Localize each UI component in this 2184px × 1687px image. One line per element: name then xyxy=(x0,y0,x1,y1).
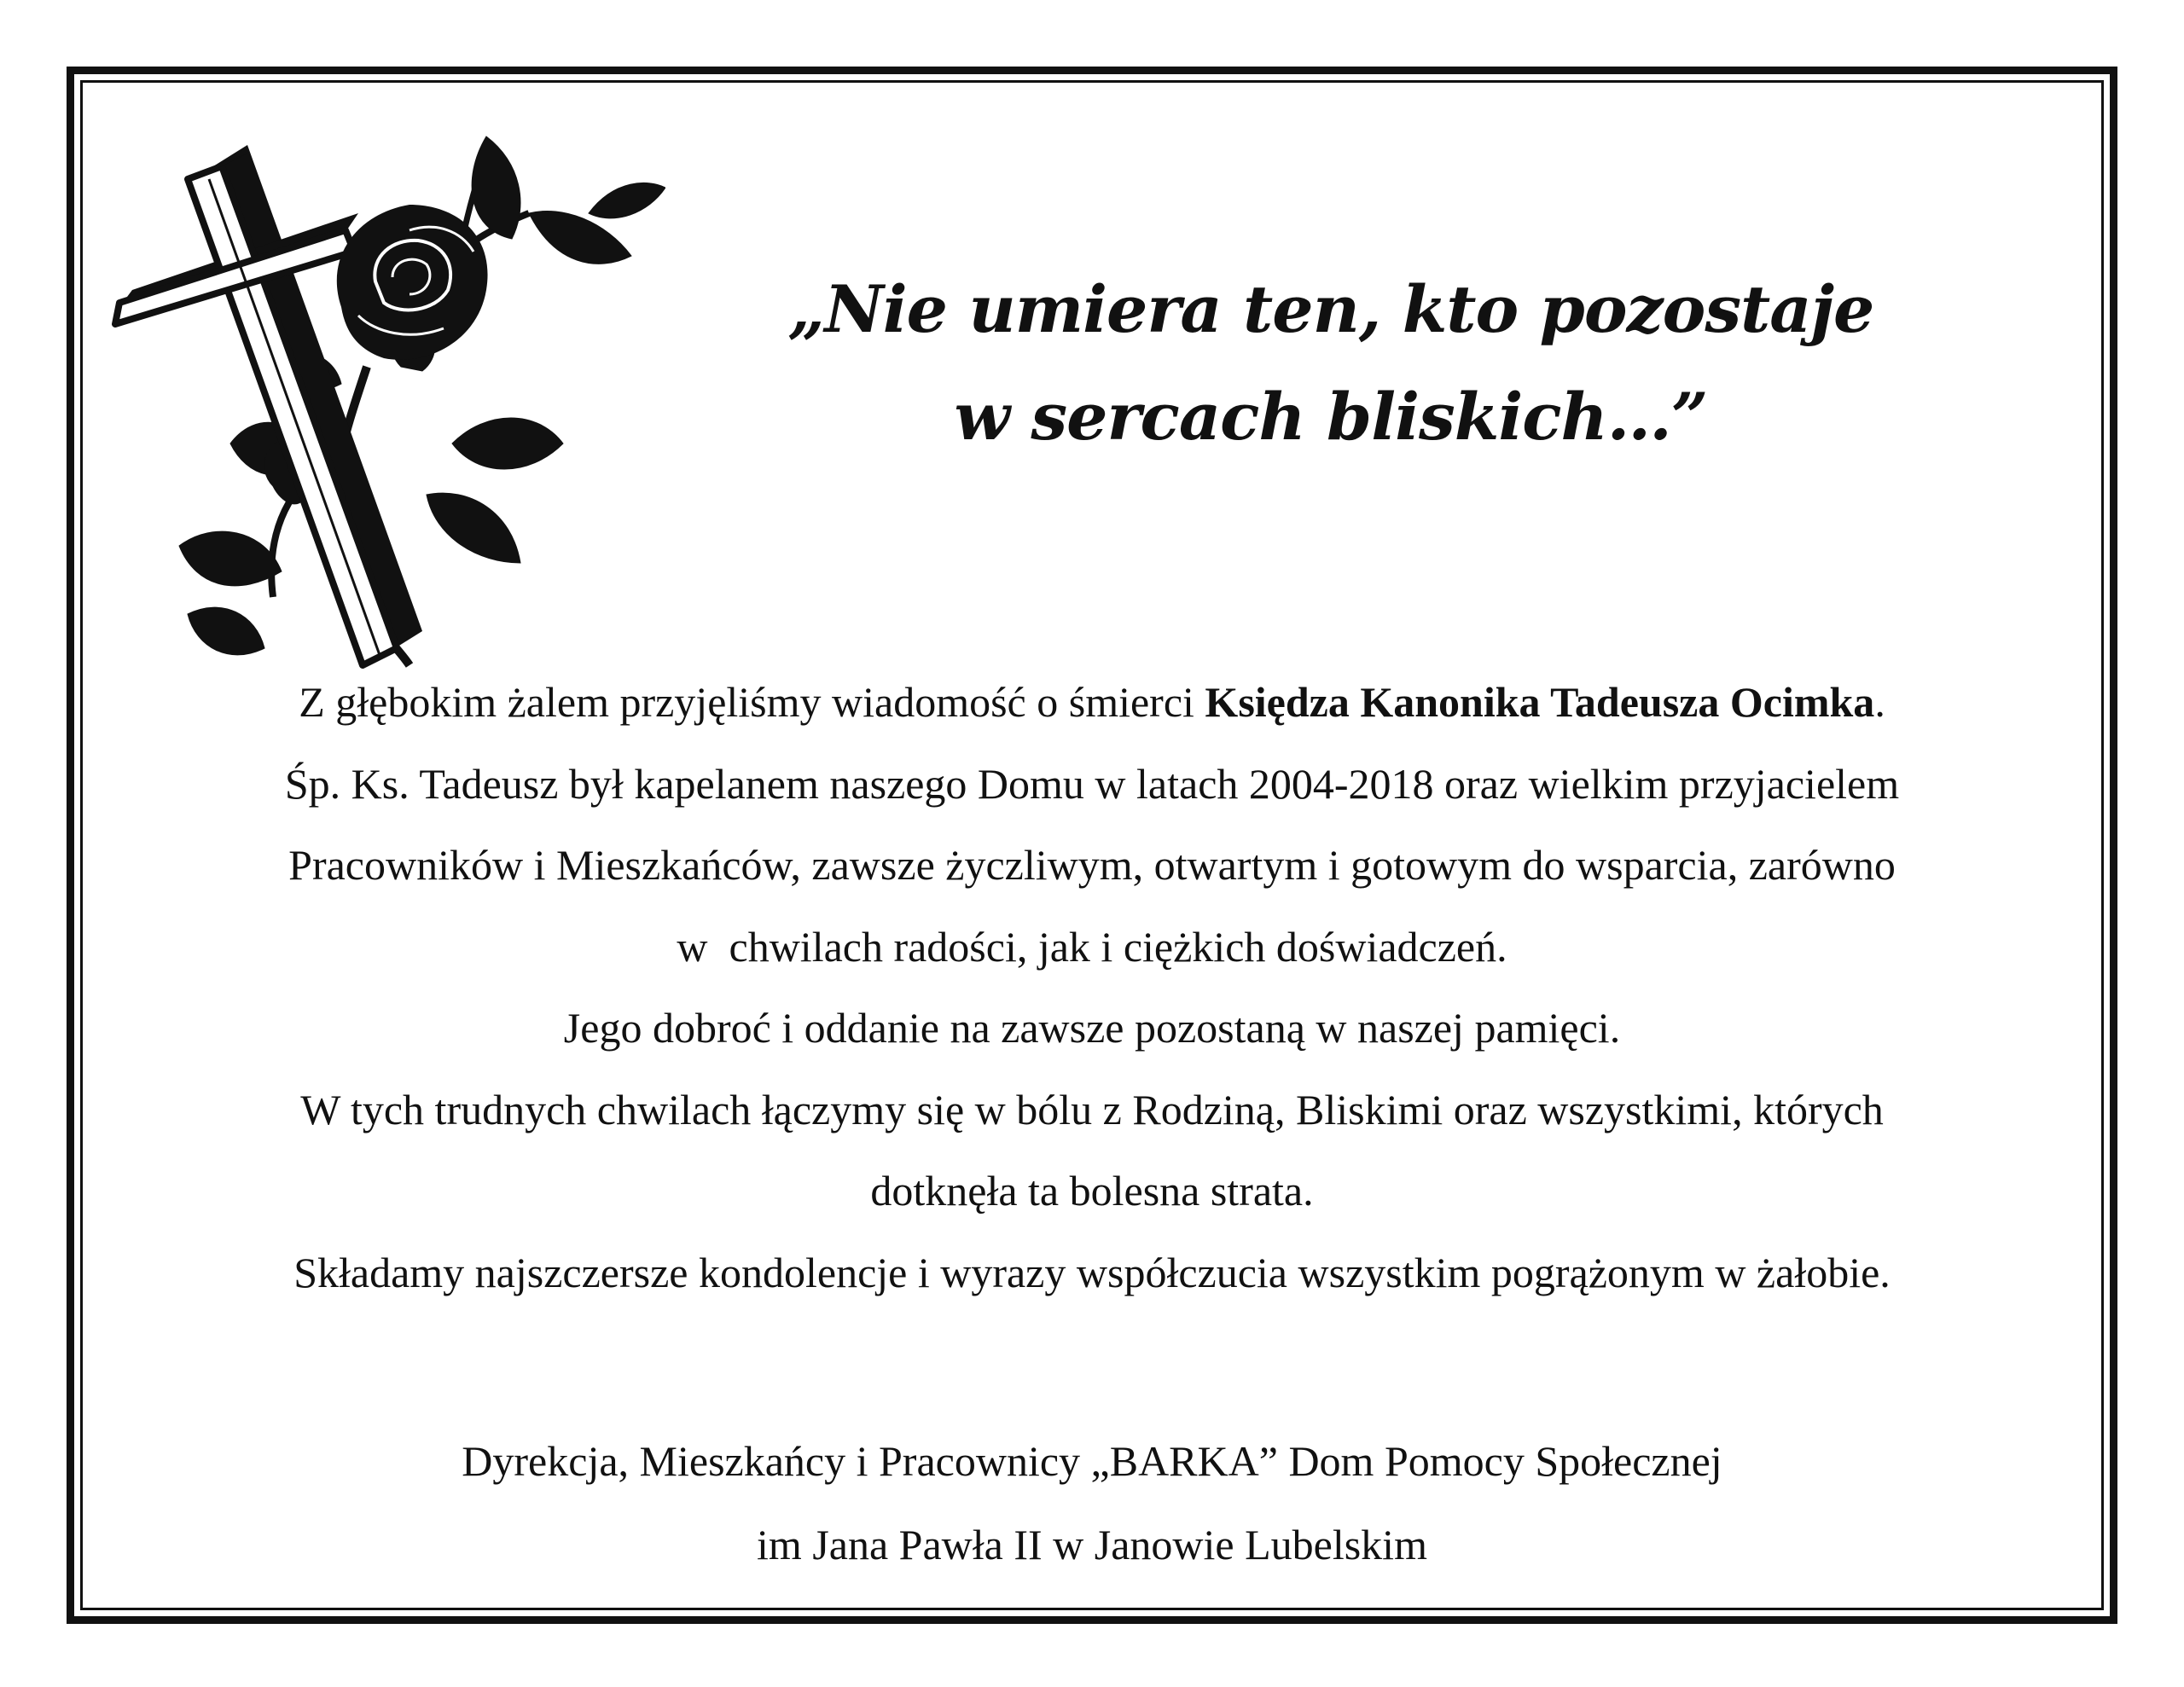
cross-rose-emblem xyxy=(85,85,665,674)
deceased-name: Księdza Kanonika Tadeusza Ocimka xyxy=(1205,678,1875,726)
announcement-line-2: Śp. Ks. Tadeusz był kapelanem naszego Domu w latach 2004-2018 oraz wielkim przyjacielem xyxy=(284,759,1900,808)
announcement-line-3: Pracowników i Mieszkańców, zawsze życzliwym, otwartym i gotowym do wsparcia, zarówno xyxy=(288,841,1896,889)
announcement-text xyxy=(111,662,2073,1313)
announcement-line-8: Składamy najszczersze kondolencje i wyrazy współczucia wszystkim pogrążonym w żałobie. xyxy=(293,1248,1891,1296)
announcement-line-4: w chwilach radości, jak i ciężkich doświadczeń. xyxy=(677,922,1507,971)
announcement-line-5: Jego dobroć i oddanie na zawsze pozostaną w naszej pamięci. xyxy=(563,1004,1621,1052)
announcement-line-7: dotknęła ta bolesna strata. xyxy=(870,1167,1314,1215)
signature-line-2: im Jana Pawła II w Janowie Lubelskim xyxy=(757,1521,1427,1568)
motto-line-2: w sercach bliskich…” xyxy=(954,379,1708,455)
motto-line-1: „Nie umiera ten, kto pozostaje xyxy=(787,271,1874,347)
announcement-line-6: W tych trudnych chwilach łączymy się w bólu z Rodziną, Bliskimi oraz wszystkimi, których xyxy=(300,1085,1884,1133)
announcement-line-1-suffix: . xyxy=(1874,678,1885,726)
signature-line-1: Dyrekcja, Mieszkańcy i Pracownicy „BARKA” Dom Pomocy Społecznej xyxy=(462,1437,1722,1485)
announcement-line-1-prefix: Z głębokim żalem przyjęliśmy wiadomość o śmierci xyxy=(299,678,1205,726)
motto-quote xyxy=(682,256,1979,471)
signature-block xyxy=(111,1419,2073,1586)
announcement-line-1 xyxy=(111,662,2073,744)
rose-bloom xyxy=(337,205,488,360)
